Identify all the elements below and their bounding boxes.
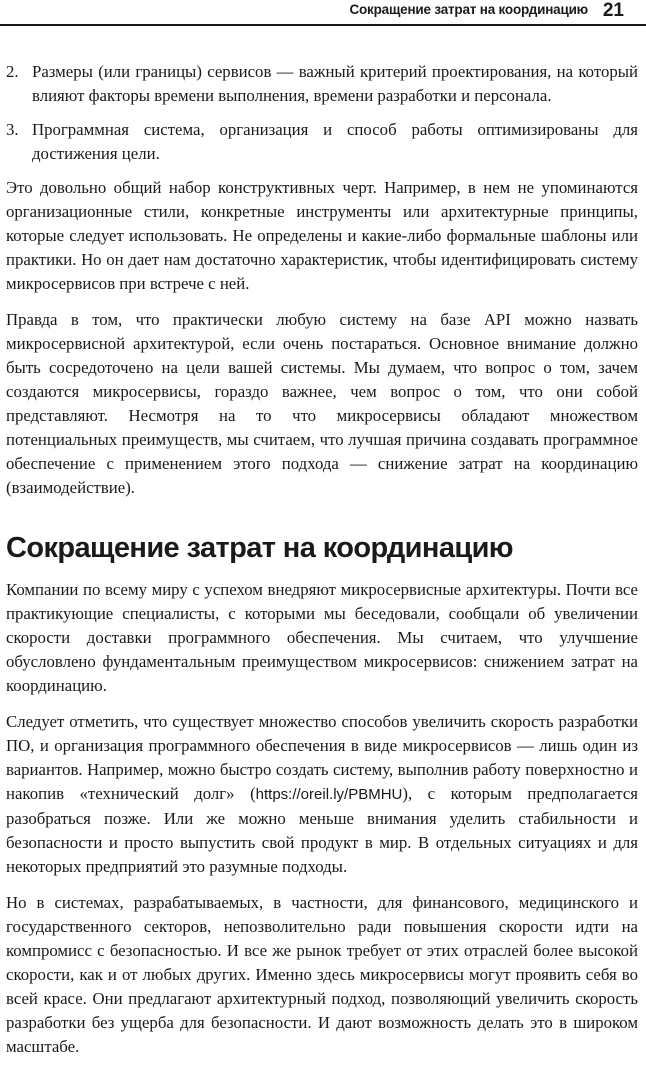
list-text: Размеры (или границы) сервисов — важный критерий проектирования, на который влияют факторы времени выполнения, времени разработки и персонала. — [32, 62, 638, 105]
paragraph: Но в системах, разрабатываемых, в частности, для финансового, медицинского и государственного секторов, непозволительно ради повышения скорости идти на компромисс с безопасностью. И все же рынок требует от этих отраслей более высокой скорости, как и от любых других. Именно здесь микросервисы могут проявить себя во всей красе. Они предлагают архитектурный подход, позволяющий увеличить скорость разработки без ущерба для безопасности. И дают возможность делать это в широком масштабе. — [6, 893, 638, 1056]
paragraph: Правда в том, что практически любую систему на базе API можно назвать микросервисной архитектурой, если очень постараться. Основное внимание должно быть сосредоточено на цели вашей системы. Мы думаем, что вопрос о том, зачем создаются микросервисы, гораздо важнее, чем вопрос о том, что они собой представляют. Несмотря на то что микросервисы обладают множеством потенциальных преимуществ, мы считаем, что лучшая причина создавать программное обеспечение с применением этого подхода — снижение затрат на координацию (взаимодействие). — [6, 310, 638, 497]
section-heading: Сокращение затрат на координацию — [6, 532, 513, 564]
list-number: 2. — [6, 62, 19, 81]
list-text: Программная система, организация и способ работы оптимизированы для достижения цели. — [32, 120, 638, 163]
paragraph-text: ), с которым предполагается разобраться позже. Или же можно меньше внимания уделить стабильности и безопасности и просто выпустить свой продукт в мир. В отдельных ситуациях и для некоторых предприятий это разумные подходы. — [6, 784, 638, 876]
list-item — [6, 118, 638, 166]
header-rule — [0, 24, 646, 26]
paragraph-text: Следует отметить, что существует множество способов увеличить скорость разработки ПО, и организация программного обеспечения в виде микросервисов — лишь один из вариантов. Например, можно быстро создать систему, выполнив работу поверхностно и накопив «технический долг» ( — [6, 712, 638, 803]
paragraph: Это довольно общий набор конструктивных черт. Например, в нем не упоминаются организационные стили, конкретные инструменты или архитектурные принципы, которые следует использовать. Не определены и какие-либо формальные шаблоны или практики. Но он дает нам достаточно характеристик, чтобы идентифицировать систему микросервисов при встрече с ней. — [6, 178, 638, 293]
list-number: 3. — [6, 120, 19, 139]
paragraph: Компании по всему миру с успехом внедряют микросервисные архитектуры. Почти все практикующие специалисты, с которыми мы беседовали, сообщали об увеличении скорости доставки программного обеспечения. Мы считаем, что улучшение обусловлено фундаментальным преимуществом микросервисов: снижением затрат на координацию. — [6, 580, 638, 695]
oreilly-link[interactable]: https://oreil.ly/PBMHU — [255, 786, 403, 803]
list-item — [6, 60, 638, 108]
page-body — [6, 60, 638, 1071]
running-header-title: Сокращение затрат на координацию — [349, 2, 588, 17]
page-number: 21 — [602, 0, 624, 21]
paragraph-with-link — [6, 710, 638, 879]
page-header — [0, 0, 646, 24]
